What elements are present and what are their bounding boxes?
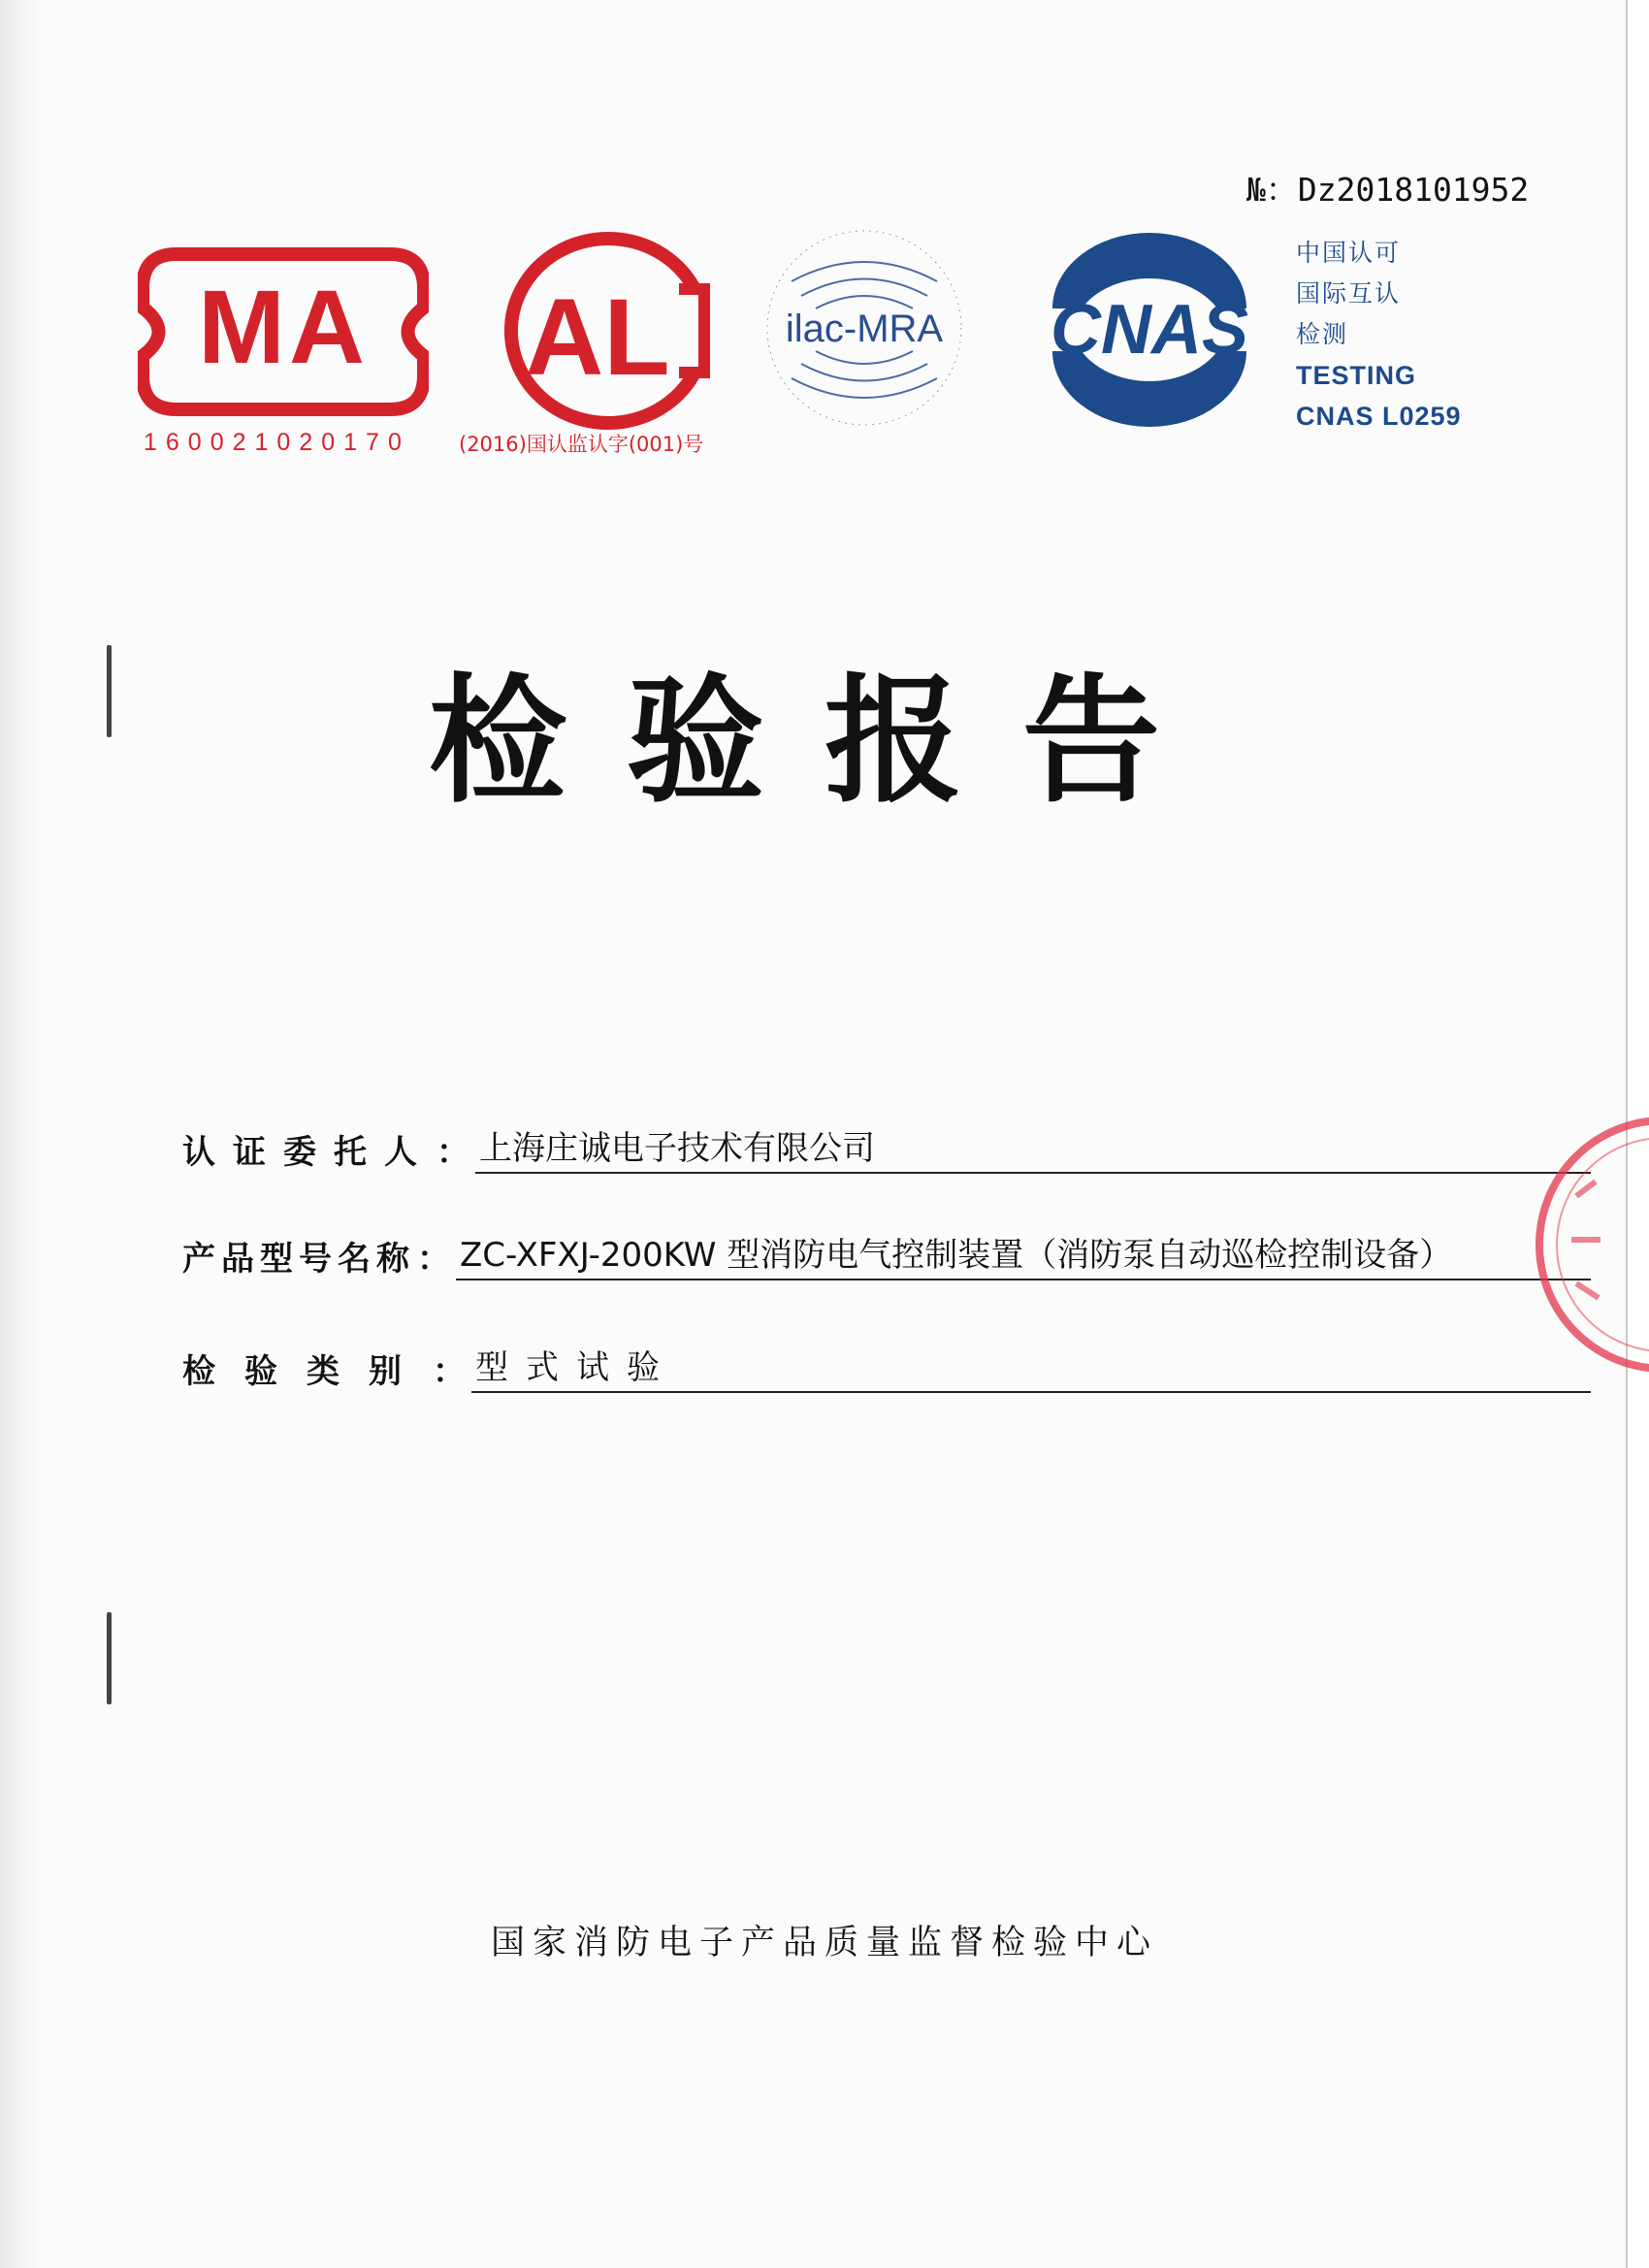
- report-number: №：Dz2018101952: [1246, 171, 1530, 209]
- product-label: 产品型号名称: [182, 1240, 415, 1279]
- cnas-caption-line: 中国认可: [1296, 239, 1402, 267]
- cnas-caption-line: 检测: [1296, 320, 1349, 348]
- cal-logo: [495, 229, 713, 433]
- ilac-mra-logo: [762, 223, 966, 432]
- client-value: 上海庄诚电子技术有限公司: [475, 1125, 1591, 1174]
- ilac-mark: ilac-MRA: [785, 308, 944, 350]
- page-title: 检验报告: [429, 662, 1220, 822]
- cnas-caption: [1296, 233, 1462, 437]
- cnas-logo: [1023, 233, 1276, 427]
- cnas-accreditation-number: CNAS L0259: [1296, 402, 1462, 431]
- product-field: [182, 1222, 1591, 1280]
- field-colon: ：: [433, 1352, 466, 1391]
- cma-number: 160021020170: [144, 429, 410, 456]
- official-seal: [1523, 1104, 1649, 1385]
- cma-logo: [138, 244, 429, 419]
- cnas-caption-line: 国际互认: [1296, 279, 1402, 308]
- cal-mark: AL: [525, 276, 670, 398]
- category-field: [182, 1335, 1591, 1393]
- cma-mark: MA: [198, 268, 369, 385]
- client-field: [182, 1116, 1591, 1174]
- binding-hole-mark: [107, 1612, 112, 1704]
- client-label: 认证委托人: [182, 1133, 435, 1172]
- cal-certificate-text: (2016)国认监认字(001)号: [459, 433, 704, 456]
- field-colon: ：: [436, 1133, 469, 1172]
- cnas-caption-line: TESTING: [1296, 361, 1417, 390]
- category-label: 检验类别: [182, 1352, 431, 1391]
- category-value: 型式试验: [471, 1345, 1591, 1393]
- product-value: ZC-XFXJ-200KW 型消防电气控制装置（消防泵自动巡检控制设备）: [456, 1232, 1591, 1280]
- field-colon: ：: [417, 1240, 450, 1279]
- issuing-organization: 国家消防电子产品质量监督检验中心: [490, 1924, 1158, 1962]
- cnas-mark: CNAS: [1050, 291, 1249, 369]
